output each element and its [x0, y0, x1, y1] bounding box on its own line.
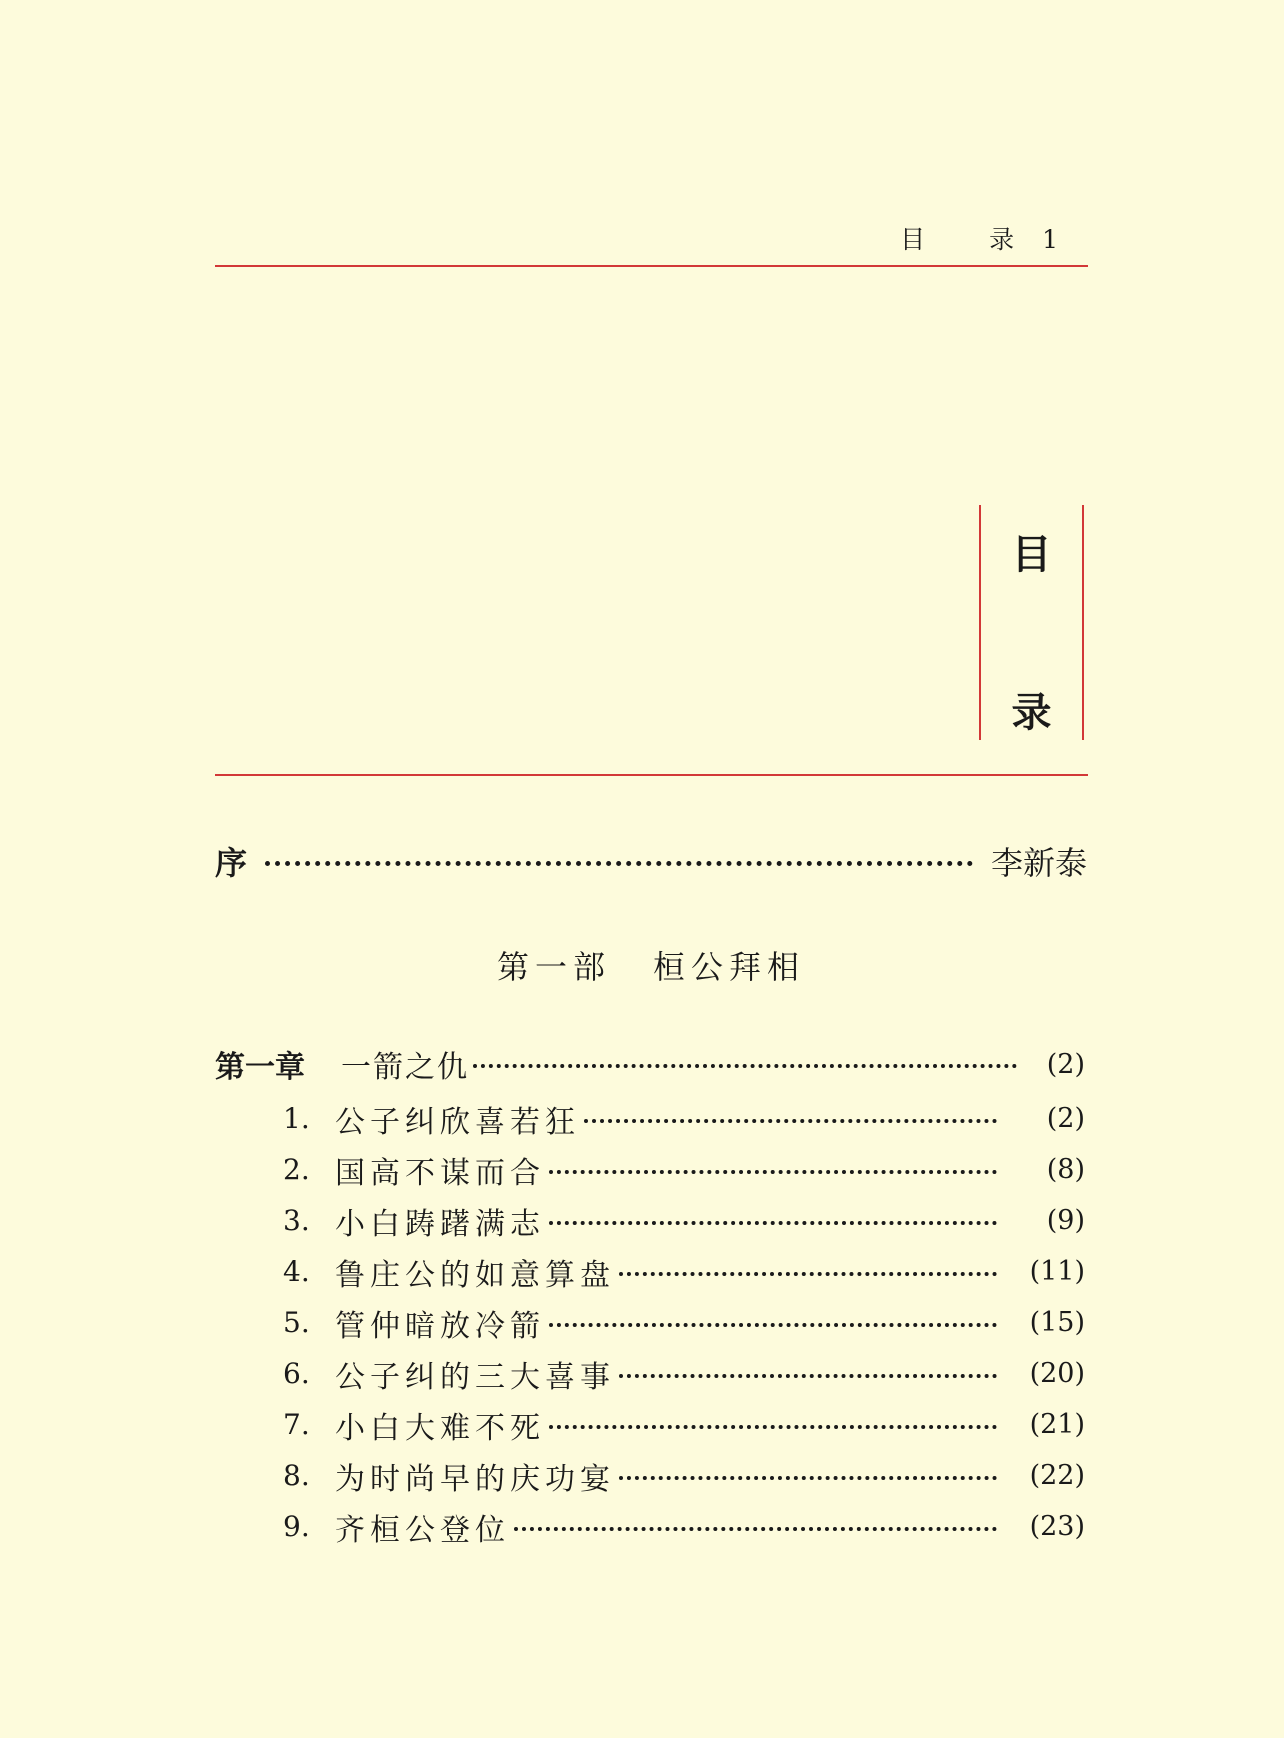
section-page: (20) — [1029, 1358, 1085, 1389]
dot-leader — [473, 1064, 1017, 1068]
dot-leader — [549, 1170, 997, 1174]
preface-author: 李新泰 — [990, 844, 1087, 882]
dot-leader — [619, 1374, 997, 1378]
dot-leader — [265, 861, 973, 866]
dot-leader — [584, 1119, 997, 1123]
section-number: 2. — [283, 1153, 310, 1186]
section-number: 3. — [283, 1204, 310, 1237]
preface-label: 序 — [215, 844, 248, 882]
section-number: 8. — [283, 1459, 310, 1492]
section-title: 齐桓公登位 — [335, 1512, 510, 1548]
section-number: 4. — [283, 1255, 310, 1288]
running-header — [215, 220, 1088, 260]
chapter-label: 第一章 — [215, 1050, 305, 1085]
chapter-entry[interactable] — [215, 1042, 1085, 1086]
section-page: (22) — [1029, 1460, 1085, 1491]
dot-leader — [619, 1476, 997, 1480]
section-title: 鲁庄公的如意算盘 — [335, 1257, 615, 1293]
section-number: 6. — [283, 1357, 310, 1390]
section-entry[interactable] — [283, 1144, 1085, 1195]
section-number: 5. — [283, 1306, 310, 1339]
dot-leader — [514, 1527, 997, 1531]
header-rule — [215, 265, 1088, 267]
section-title: 国高不谋而合 — [335, 1155, 545, 1191]
section-entry[interactable] — [283, 1195, 1085, 1246]
chapter-page: (2) — [1046, 1048, 1085, 1080]
section-title: 公子纠的三大喜事 — [335, 1359, 615, 1395]
section-number: 7. — [283, 1408, 310, 1441]
section-page: (15) — [1029, 1307, 1085, 1338]
section-title: 公子纠欣喜若狂 — [335, 1104, 580, 1140]
vertical-title-box — [979, 505, 1084, 740]
section-page: (8) — [1046, 1154, 1085, 1185]
section-page: (11) — [1029, 1256, 1085, 1287]
preface-entry[interactable] — [215, 840, 1087, 882]
section-number: 1. — [283, 1102, 310, 1135]
section-title: 为时尚早的庆功宴 — [335, 1461, 615, 1497]
section-number: 9. — [283, 1510, 310, 1543]
header-page-number: 1 — [1042, 225, 1060, 254]
part-label: 第一部 — [496, 948, 611, 986]
section-entry[interactable] — [283, 1297, 1085, 1348]
section-page: (2) — [1046, 1103, 1085, 1134]
title-rule — [215, 774, 1088, 776]
section-title: 管仲暗放冷箭 — [335, 1308, 545, 1344]
section-entry[interactable] — [283, 1246, 1085, 1297]
section-list — [283, 1093, 1085, 1552]
section-entry[interactable] — [283, 1399, 1085, 1450]
header-title: 目 录 — [900, 225, 1043, 254]
chapter-title: 一箭之仇 — [341, 1050, 469, 1085]
part-heading — [215, 942, 1087, 988]
section-entry[interactable] — [283, 1501, 1085, 1552]
section-title: 小白大难不死 — [335, 1410, 545, 1446]
section-entry[interactable] — [283, 1093, 1085, 1144]
section-entry[interactable] — [283, 1450, 1085, 1501]
section-title: 小白踌躇满志 — [335, 1206, 545, 1242]
section-page: (9) — [1046, 1205, 1085, 1236]
dot-leader — [549, 1221, 997, 1225]
section-page: (21) — [1029, 1409, 1085, 1440]
dot-leader — [549, 1425, 997, 1429]
vertical-title-char-1: 目 — [1011, 532, 1052, 578]
section-entry[interactable] — [283, 1348, 1085, 1399]
vertical-title-char-2: 录 — [1011, 690, 1052, 736]
dot-leader — [549, 1323, 997, 1327]
dot-leader — [619, 1272, 997, 1276]
part-title: 桓公拜相 — [653, 948, 806, 986]
section-page: (23) — [1029, 1511, 1085, 1542]
